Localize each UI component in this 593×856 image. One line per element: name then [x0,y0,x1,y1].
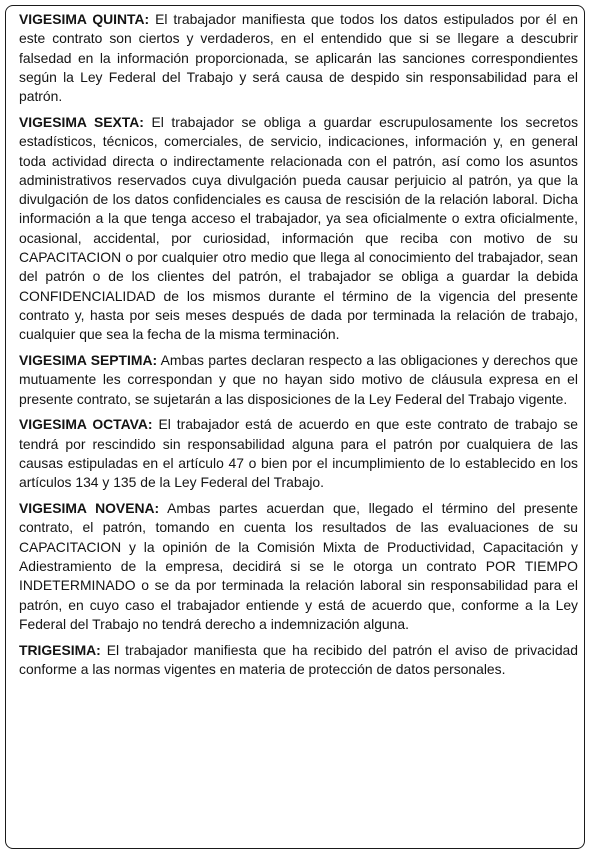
clause-title: VIGESIMA NOVENA: [19,500,160,517]
clause-25 [19,10,578,106]
clause-26 [19,113,578,345]
clause-27 [19,351,578,409]
clause-text: Ambas partes declaran respecto a las obligaciones y derechos que mutuamente les correspondan y que no hayan sido motivo de cláusula expresa en el presente contrato, se sujetarán a las disposiciones de la Ley Federal del Trabajo vigente. [19,352,578,407]
clause-text: Ambas partes acuerdan que, llegado el término del presente contrato, el patrón, tomando en cuenta los resultados de las evaluaciones de su CAPACITACION y la opinión de la Comisión Mixta de Productividad, Capacitación y Adiestramiento de la empresa, decidirá si se le otorga un contrato POR TIEMPO INDETERMINADO o se da por terminada la relación laboral sin responsabilidad para el patrón, en cuyo caso el trabajador entiende y está de acuerdo que, conforme a la Ley Federal del Trabajo no tendrá derecho a indemnización alguna. [19,500,578,632]
clause-text: El trabajador se obliga a guardar escrupulosamente los secretos estadísticos, técnicos, comerciales, de servicio, indicaciones, información y, en general toda actividad directa o indirectamente relacionada con el patrón, así como los asuntos administrativos reservados cuya divulgación pueda causar perjuicio al patrón, ya que la divulgación de los datos confidenciales es causa de rescisión de la relación laboral. Dicha información a la que tenga acceso el trabajador, ya sea oficialmente o extra oficialmente, ocasional, accidental, por curiosidad, información que reciba con motivo de su CAPACITACION o por cualquier otro medio que llega al conocimiento del trabajador, sean del patrón o de los clientes del patrón, el trabajador se obliga a guardar la debida CONFIDENCIALIDAD de los mismos durante el término de la vigencia del presente contrato y, hasta por seis meses después de dada por terminada la relación de trabajo, cualquier que sea la fecha de la misma terminación. [19,113,579,343]
clause-text: El trabajador manifiesta que todos los datos estipulados por él en este contrato son ciertos y verdaderos, en el entendido que si se llegare a descubrir falsedad en la información proporcionada, se aplicarán las sanciones correspondientes según la Ley Federal del Trabajo y será causa de despido sin responsabilidad para el patrón. [19,11,578,105]
clause-title: VIGESIMA SEPTIMA: [19,352,158,369]
clause-text: El trabajador manifiesta que ha recibido del patrón el aviso de privacidad conforme a las normas vigentes en materia de protección de datos personales. [19,641,579,677]
contract-clauses [19,10,578,686]
clause-29 [19,499,578,634]
clause-title: VIGESIMA SEXTA: [19,113,144,130]
clause-title: VIGESIMA OCTAVA: [19,416,153,433]
clause-text: El trabajador está de acuerdo en que este contrato de trabajo se tendrá por rescindido sin responsabilidad alguna para el patrón por cualquiera de las causas estipuladas en el artículo 47 o bien por el incumplimiento de lo establecido en los artículos 134 y 135 de la Ley Federal del Trabajo. [19,416,579,491]
clause-title: TRIGESIMA: [19,641,101,658]
clause-title: VIGESIMA QUINTA: [19,11,150,27]
clause-28 [19,415,578,492]
clause-30 [19,641,578,680]
